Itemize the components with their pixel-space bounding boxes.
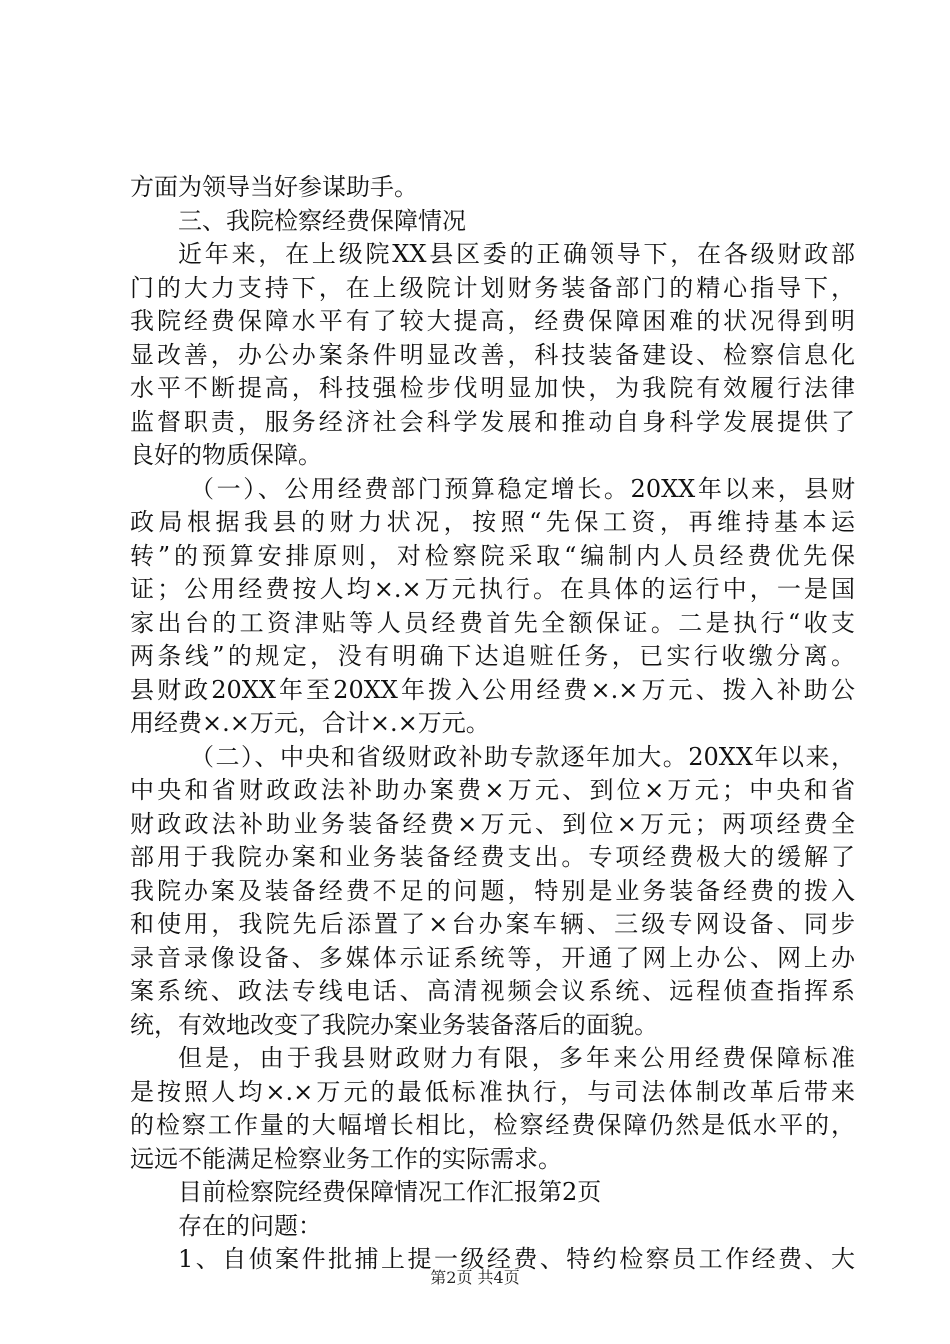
text-line: 中央和省财政政法补助办案费×万元、到位×万元；中央和省 (130, 776, 855, 804)
text-line: 我院办案及装备经费不足的问题，特别是业务装备经费的拨入 (130, 876, 855, 905)
text-line: 政局根据我县的财力状况，按照“先保工资，再维持基本运 (130, 508, 855, 536)
text-line: 转”的预算安排原则，对检察院采取“编制内人员经费优先保 (130, 541, 855, 570)
text-line: 远远不能满足检察业务工作的实际需求。 (130, 1144, 562, 1173)
text-line: 是按照人均×.×万元的最低标准执行，与司法体制改革后带来 (130, 1077, 855, 1106)
text-line: 水平不断提高，科技强检步伐明显加快，为我院有效履行法律 (130, 374, 855, 402)
subsection-line: （二）、中央和省级财政补助专款逐年加大。20XX年以来， (190, 742, 855, 771)
text-line: 用经费×.×万元，合计×.×万元。 (130, 709, 490, 737)
text-line: 我院经费保障水平有了较大提高，经费保障困难的状况得到明 (130, 307, 855, 335)
text-line: 1、自侦案件批捕上提一级经费、特约检察员工作经费、大 (178, 1245, 855, 1273)
text-line: 监督职责，服务经济社会科学发展和推动自身科学发展提供了 (130, 407, 855, 436)
text-line: 显改善，办公办案条件明显改善，科技装备建设、检察信息化 (130, 340, 855, 369)
text-line: 门的大力支持下，在上级院计划财务装备部门的精心指导下， (130, 273, 855, 302)
page-number-footer: 第2页 共4页 (430, 1268, 520, 1287)
text-line: 统，有效地改变了我院办案业务装备落后的面貌。 (130, 1010, 658, 1039)
text-line: 家出台的工资津贴等人员经费首先全额保证。二是执行“收支 (130, 608, 855, 637)
text-line: 案系统、政法专线电话、高清视频会议系统、远程侦查指挥系 (130, 977, 855, 1005)
text-line: 录音录像设备、多媒体示证系统等，开通了网上办公、网上办 (130, 943, 855, 972)
section-heading: 三、我院检察经费保障情况 (178, 206, 466, 235)
text-line: 证；公用经费按人均×.×万元执行。在具体的运行中，一是国 (130, 575, 855, 603)
text-line: 方面为领导当好参谋助手。 (130, 173, 418, 201)
subsection-line: （一）、公用经费部门预算稳定增长。20XX年以来，县财 (190, 474, 855, 503)
text-line: 财政政法补助业务装备经费×万元、到位×万元；两项经费全 (130, 809, 855, 838)
text-line: 县财政20XX年至20XX年拨入公用经费×.×万元、拨入补助公 (130, 675, 855, 704)
text-line: 和使用，我院先后添置了×台办案车辆、三级专网设备、同步 (130, 910, 855, 938)
text-line: 部用于我院办案和业务装备经费支出。专项经费极大的缓解了 (130, 843, 855, 871)
text-line: 两条线”的规定，没有明确下达追赃任务，已实行收缴分离。 (130, 642, 855, 670)
document-body (130, 171, 855, 1277)
text-line: 近年来，在上级院XX县区委的正确领导下，在各级财政部 (178, 240, 855, 268)
text-line: 存在的问题： (178, 1211, 322, 1240)
text-line: 良好的物质保障。 (130, 441, 322, 469)
text-line: 的检察工作量的大幅增长相比，检察经费保障仍然是低水平的， (130, 1111, 855, 1139)
text-line: 但是，由于我县财政财力有限，多年来公用经费保障标准 (178, 1044, 855, 1072)
text-line: 目前检察院经费保障情况工作汇报第2页 (178, 1178, 602, 1206)
